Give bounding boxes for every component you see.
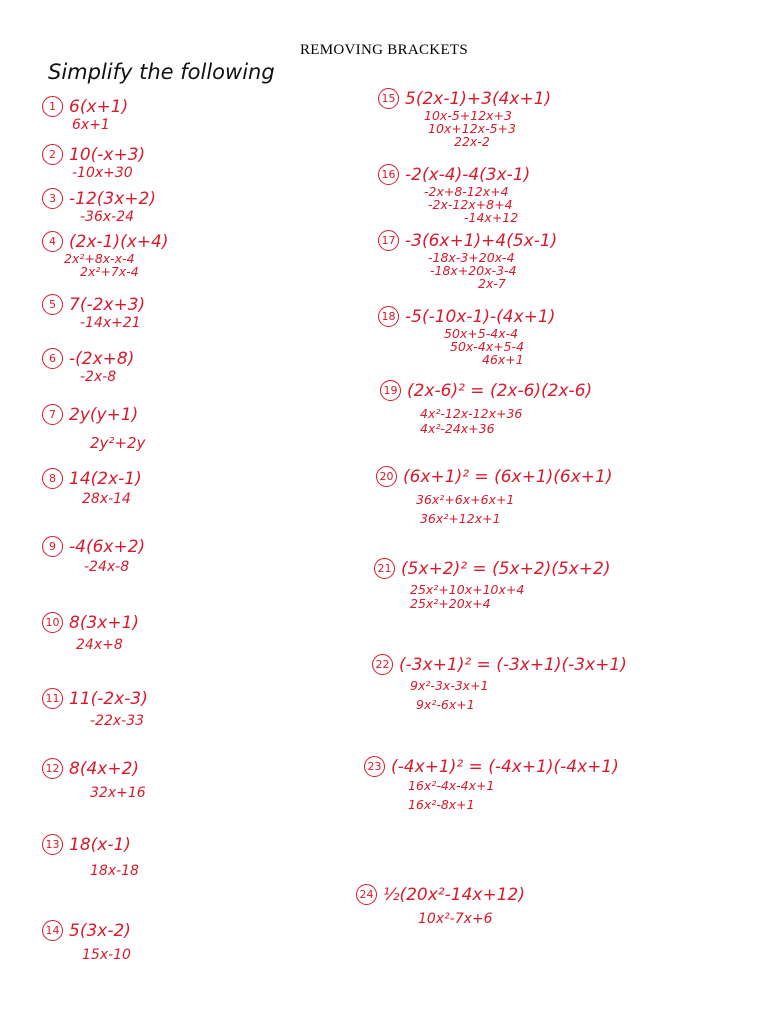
working-step: 36x²+6x+6x+1 [416, 492, 515, 507]
problem-number: 8 [42, 468, 63, 489]
problem-5 [42, 294, 145, 332]
problem-number: 12 [42, 758, 63, 779]
page-title: REMOVING BRACKETS [299, 42, 469, 58]
answer: 32x+16 [90, 785, 146, 801]
problem-expression: -5(-10x-1)-(4x+1) [405, 306, 556, 327]
problem-number: 6 [42, 348, 63, 369]
problem-number: 20 [376, 466, 397, 487]
problem-3 [42, 188, 156, 226]
problem-expression: 2y(y+1) [69, 404, 139, 425]
answer: 10x²-7x+6 [418, 911, 493, 927]
problem-expression: ½(20x²-14x+12) [383, 884, 525, 905]
problem-8 [42, 468, 142, 508]
answer: 15x-10 [82, 947, 131, 963]
problem-expression: 11(-2x-3) [69, 688, 148, 709]
working-step: 10x+12x-5+3 [428, 121, 516, 136]
answer: 4x²-24x+36 [420, 421, 495, 436]
answer: 6x+1 [72, 117, 110, 133]
problem-14 [42, 920, 131, 964]
working-step: 25x²+10x+10x+4 [410, 582, 525, 597]
problem-number: 13 [42, 834, 63, 855]
problem-number: 1 [42, 96, 63, 117]
instruction-heading: Simplify the following [48, 60, 275, 84]
problem-7 [42, 404, 145, 452]
problem-16 [378, 164, 530, 224]
working-step: -18x-3+20x-4 [428, 250, 515, 265]
problem-expression: 6(x+1) [69, 96, 129, 117]
answer: -14x+12 [464, 210, 519, 225]
problem-number: 19 [380, 380, 401, 401]
problem-expression: 18(x-1) [69, 834, 131, 855]
problem-expression: -(2x+8) [69, 348, 135, 369]
problem-expression: 7(-2x+3) [69, 294, 146, 315]
answer: 18x-18 [90, 863, 139, 879]
problem-19 [380, 380, 592, 435]
problem-13 [42, 834, 139, 880]
answer: -22x-33 [90, 713, 145, 729]
problem-22 [372, 654, 627, 711]
problem-number: 14 [42, 920, 63, 941]
problem-20 [376, 466, 612, 525]
problem-4 [42, 231, 168, 278]
answer: 16x²-8x+1 [408, 797, 475, 812]
problem-number: 10 [42, 612, 63, 633]
answer: -2x-8 [80, 369, 117, 385]
problem-expression: -2(x-4)-4(3x-1) [405, 164, 531, 185]
answer: -14x+21 [80, 315, 141, 331]
problem-number: 24 [356, 884, 377, 905]
working-step: 50x+5-4x-4 [444, 326, 519, 341]
problem-number: 4 [42, 231, 63, 252]
problem-number: 22 [372, 654, 393, 675]
problem-expression: 8(4x+2) [69, 758, 140, 779]
problem-24 [356, 884, 525, 926]
problem-expression: (6x+1)² = (6x+1)(6x+1) [403, 466, 613, 487]
problem-number: 17 [378, 230, 399, 251]
problem-number: 23 [364, 756, 385, 777]
problem-number: 9 [42, 536, 63, 557]
problem-expression: 10(-x+3) [69, 144, 146, 165]
working-step: 4x²-12x-12x+36 [420, 406, 523, 421]
problem-expression: (2x-1)(x+4) [69, 231, 169, 252]
problem-number: 16 [378, 164, 399, 185]
answer: 25x²+20x+4 [410, 596, 491, 611]
problem-expression: (-4x+1)² = (-4x+1)(-4x+1) [391, 756, 619, 777]
problem-number: 7 [42, 404, 63, 425]
working-step: -2x-12x+8+4 [428, 197, 513, 212]
problem-9 [42, 536, 145, 576]
problem-expression: 5(2x-1)+3(4x+1) [405, 88, 552, 109]
problem-number: 21 [374, 558, 395, 579]
problem-number: 2 [42, 144, 63, 165]
problem-expression: -4(6x+2) [69, 536, 146, 557]
problem-expression: (2x-6)² = (2x-6)(2x-6) [407, 380, 593, 401]
problem-17 [378, 230, 557, 290]
problem-21 [374, 558, 610, 610]
answer: 46x+1 [482, 352, 524, 367]
problem-2 [42, 144, 145, 182]
problem-number: 18 [378, 306, 399, 327]
problem-expression: (5x+2)² = (5x+2)(5x+2) [401, 558, 611, 579]
problem-expression: 8(3x+1) [69, 612, 140, 633]
problem-12 [42, 758, 146, 802]
problem-23 [364, 756, 619, 811]
problem-number: 3 [42, 188, 63, 209]
problem-expression: -3(6x+1)+4(5x-1) [405, 230, 558, 251]
answer: 2x-7 [478, 276, 506, 291]
answer: -24x-8 [84, 559, 130, 575]
problem-1 [42, 96, 128, 134]
problem-18 [378, 306, 555, 366]
answer: 36x²+12x+1 [420, 511, 501, 526]
answer: 24x+8 [76, 637, 123, 653]
working-step: 2x²+8x-x-4 [64, 251, 135, 266]
problem-10 [42, 612, 139, 654]
working-step: -18x+20x-3-4 [430, 263, 517, 278]
problem-number: 5 [42, 294, 63, 315]
working-step: 9x²-3x-3x+1 [410, 678, 489, 693]
problem-expression: -12(3x+2) [69, 188, 156, 209]
problem-expression: 14(2x-1) [69, 468, 142, 489]
answer: -36x-24 [80, 209, 135, 225]
working-step: 10x-5+12x+3 [424, 108, 512, 123]
problem-expression: (-3x+1)² = (-3x+1)(-3x+1) [399, 654, 627, 675]
problem-expression: 5(3x-2) [69, 920, 131, 941]
working-step: -2x+8-12x+4 [424, 184, 509, 199]
working-step: 50x-4x+5-4 [450, 339, 525, 354]
problem-number: 15 [378, 88, 399, 109]
answer: 2y²+2y [90, 434, 146, 452]
answer: 2x²+7x-4 [80, 264, 139, 279]
problem-number: 11 [42, 688, 63, 709]
problem-15 [378, 88, 551, 148]
problem-11 [42, 688, 148, 730]
problem-6 [42, 348, 134, 386]
answer: 9x²-6x+1 [416, 697, 475, 712]
answer: 28x-14 [82, 491, 131, 507]
answer: -10x+30 [72, 165, 133, 181]
working-step: 16x²-4x-4x+1 [408, 778, 495, 793]
answer: 22x-2 [454, 134, 490, 149]
